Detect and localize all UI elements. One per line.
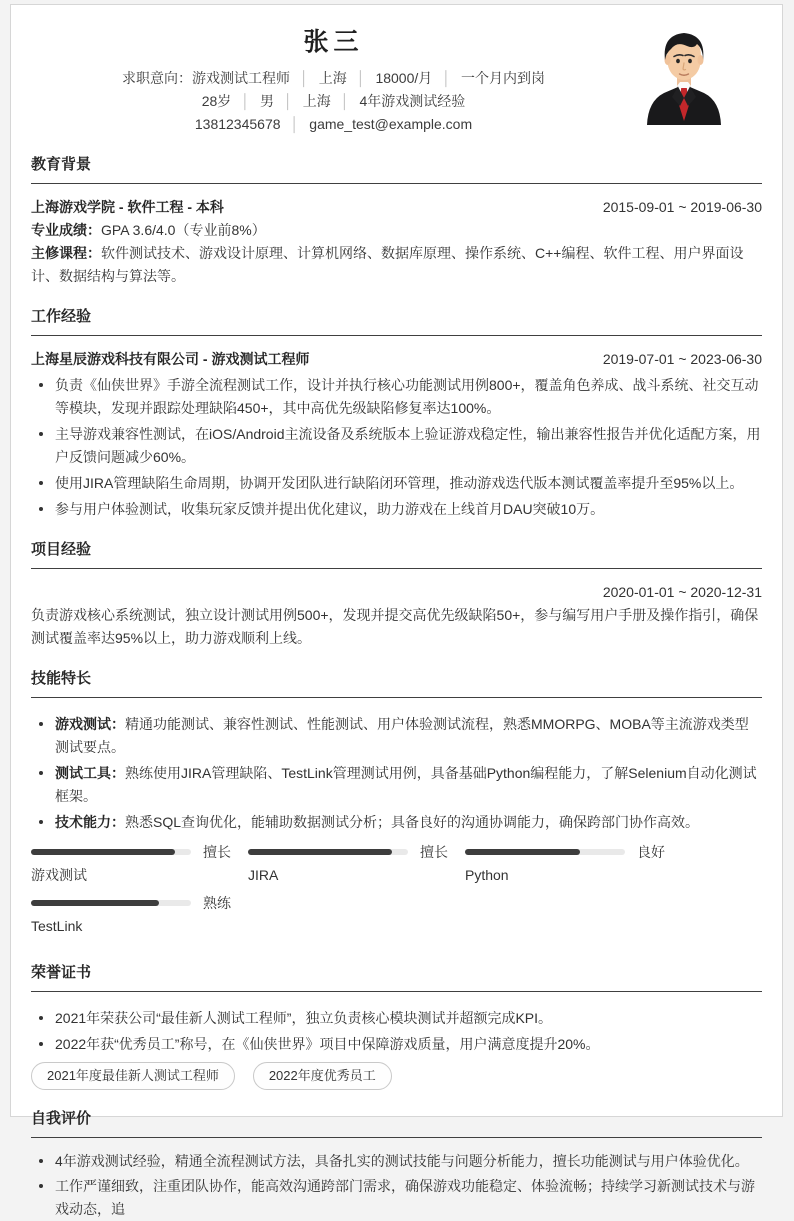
skill-bar-fill	[31, 900, 159, 906]
courses-label: 主修课程：	[31, 245, 101, 261]
work-bullet-text: 主导游戏兼容性测试，在iOS/Android主流设备及系统版本上验证游戏稳定性，输出兼容性报告并优化适配方案，用户反馈问题减少60%。	[55, 426, 761, 465]
gpa-label: 专业成绩：	[31, 222, 101, 238]
age: 28岁	[201, 93, 232, 109]
work-bullet	[31, 374, 762, 420]
bullet-dot	[39, 1184, 43, 1188]
work-entry-header	[31, 348, 762, 371]
skill-name: 游戏测试	[31, 867, 87, 883]
skill-bar-track	[31, 849, 191, 855]
self-eval-bullet	[31, 1150, 762, 1173]
bullet-dot	[39, 507, 43, 511]
contact-line	[31, 113, 636, 136]
separator: │	[284, 93, 293, 109]
section-skills	[31, 669, 762, 944]
skill-bullet	[31, 713, 762, 759]
section-title-project: 项目经验	[31, 540, 762, 569]
skill-bars	[31, 842, 762, 944]
bullet-dot	[39, 1042, 43, 1046]
skill-level-label: 熟练	[203, 895, 231, 911]
separator: │	[299, 70, 309, 86]
skill-text: 精通功能测试、兼容性测试、性能测试、用户体验测试流程，熟悉MMORPG、MOBA等主流游戏类型测试要点。	[55, 716, 749, 755]
skill-bar-fill	[465, 849, 580, 855]
honor-bullet	[31, 1007, 762, 1030]
work-bullet	[31, 498, 762, 521]
honor-badge: 2021年度最佳新人测试工程师	[31, 1062, 235, 1090]
self-eval-bullet-text: 工作严谨细致，注重团队协作，能高效沟通跨部门需求，确保游戏功能稳定、体验流畅；持续学习新测试技术与游戏动态，追	[55, 1178, 755, 1217]
separator: │	[356, 70, 366, 86]
availability: 一个月内到岗	[461, 70, 546, 86]
self-eval-bullet	[31, 1175, 762, 1221]
separator: │	[340, 93, 350, 109]
expected-salary: 18000/月	[375, 70, 433, 86]
job-city: 上海	[318, 70, 347, 86]
bullet-dot	[39, 481, 43, 485]
section-education	[31, 155, 762, 288]
job-intent-line	[31, 67, 636, 90]
company-position: 上海星辰游戏科技有限公司 - 游戏测试工程师	[31, 351, 310, 367]
skill-level-label: 擅长	[203, 844, 231, 860]
section-honors	[31, 963, 762, 1090]
project-dates: 2020-01-01 ~ 2020-12-31	[602, 584, 762, 600]
skill-label: 测试工具：	[55, 765, 125, 781]
header-text-block	[31, 27, 636, 136]
gpa-line	[31, 219, 762, 242]
bullet-dot	[39, 1016, 43, 1020]
self-eval-bullet-text: 4年游戏测试经验，精通全流程测试方法，具备扎实的测试技能与问题分析能力，擅长功能测试与用户体验优化。	[55, 1153, 749, 1169]
honor-badge: 2022年度优秀员工	[253, 1062, 392, 1090]
honor-bullet	[31, 1033, 762, 1056]
section-title-self-evaluation: 自我评价	[31, 1109, 762, 1138]
honor-badges	[31, 1062, 762, 1090]
skill-text: 熟练使用JIRA管理缺陷、TestLink管理测试用例，具备基础Python编程能力，了解Selenium自动化测试框架。	[55, 765, 757, 804]
section-title-work: 工作经验	[31, 307, 762, 336]
experience-years: 4年游戏测试经验	[359, 93, 466, 109]
resume-header	[31, 27, 762, 136]
skill-bar-fill	[248, 849, 392, 855]
job-intent: 求职意向：游戏测试工程师	[121, 70, 290, 86]
skill-bar-track	[465, 849, 625, 855]
school-degree: 上海游戏学院 - 软件工程 - 本科	[31, 199, 224, 215]
separator: │	[442, 70, 452, 86]
section-project	[31, 540, 762, 650]
skill-bar-track	[31, 900, 191, 906]
work-bullet-text: 使用JIRA管理缺陷生命周期，协调开发团队进行缺陷闭环管理，推动游戏迭代版本测试覆盖率提升至95%以上。	[55, 475, 744, 491]
skill-level-label: 擅长	[420, 844, 448, 860]
resume-page	[10, 4, 783, 1217]
courses-line	[31, 242, 762, 288]
skill-bullet	[31, 811, 762, 834]
work-bullet-text: 负责《仙侠世界》手游全流程测试工作，设计并执行核心功能测试用例800+，覆盖角色养成、战斗系统、社交互动等模块，发现并跟踪处理缺陷450+，其中高优先级缺陷修复率达100%。	[55, 377, 759, 416]
bullet-dot	[39, 722, 43, 726]
gender: 男	[260, 93, 275, 109]
skill-bar-fill	[31, 849, 175, 855]
skill-label: 游戏测试：	[55, 716, 125, 732]
avatar-illustration	[634, 25, 734, 125]
section-self-evaluation	[31, 1109, 762, 1221]
skill-name: JIRA	[248, 867, 279, 883]
section-title-education: 教育背景	[31, 155, 762, 184]
honor-bullet-text: 2021年荣获公司“最佳新人测试工程师”，独立负责核心模块测试并超额完成KPI。	[55, 1010, 553, 1026]
work-bullet-text: 参与用户体验测试，收集玩家反馈并提出优化建议，助力游戏在上线首月DAU突破10万。	[55, 501, 605, 517]
skill-bar-track	[248, 849, 408, 855]
bullet-dot	[39, 771, 43, 775]
bullet-dot	[39, 1159, 43, 1163]
skill-name: Python	[465, 867, 509, 883]
skill-bar-item	[31, 893, 248, 935]
skill-bar-item	[465, 842, 682, 884]
bullet-dot	[39, 383, 43, 387]
honor-bullet-text: 2022年获“优秀员工”称号，在《仙侠世界》项目中保障游戏质量，用户满意度提升20%。	[55, 1036, 600, 1052]
section-title-honors: 荣誉证书	[31, 963, 762, 992]
bullet-dot	[39, 432, 43, 436]
phone-number: 13812345678	[194, 116, 281, 132]
education-dates: 2015-09-01 ~ 2019-06-30	[602, 199, 762, 215]
email-address: game_test@example.com	[309, 116, 473, 132]
work-dates: 2019-07-01 ~ 2023-06-30	[602, 351, 762, 367]
separator: │	[290, 116, 300, 132]
candidate-name: 张三	[303, 28, 364, 56]
skill-label: 技术能力：	[55, 814, 125, 830]
skill-bar-item	[248, 842, 465, 884]
gpa-value: GPA 3.6/4.0（专业前8%）	[101, 222, 266, 238]
skill-text: 熟悉SQL查询优化，能辅助数据测试分析；具备良好的沟通协调能力，确保跨部门协作高效。	[125, 814, 700, 830]
bullet-dot	[39, 820, 43, 824]
skill-level-label: 良好	[637, 844, 665, 860]
separator: │	[241, 93, 251, 109]
personal-info-line	[31, 90, 636, 113]
work-bullet	[31, 472, 762, 495]
work-bullet	[31, 423, 762, 469]
profile-photo	[634, 25, 734, 125]
education-entry-header	[31, 196, 762, 219]
section-work	[31, 307, 762, 521]
project-description: 负责游戏核心系统测试，独立设计测试用例500+，发现并提交高优先级缺陷50+，参与编写用户手册及操作指引，确保测试覆盖率达95%以上，助力游戏顺利上线。	[31, 607, 759, 646]
courses-value: 软件测试技术、游戏设计原理、计算机网络、数据库原理、操作系统、C++编程、软件工程、用户界面设计、数据结构与算法等。	[31, 245, 744, 284]
skill-bullet	[31, 762, 762, 808]
section-title-skills: 技能特长	[31, 669, 762, 698]
location: 上海	[302, 93, 331, 109]
skill-bar-item	[31, 842, 248, 884]
skill-name: TestLink	[31, 918, 83, 934]
